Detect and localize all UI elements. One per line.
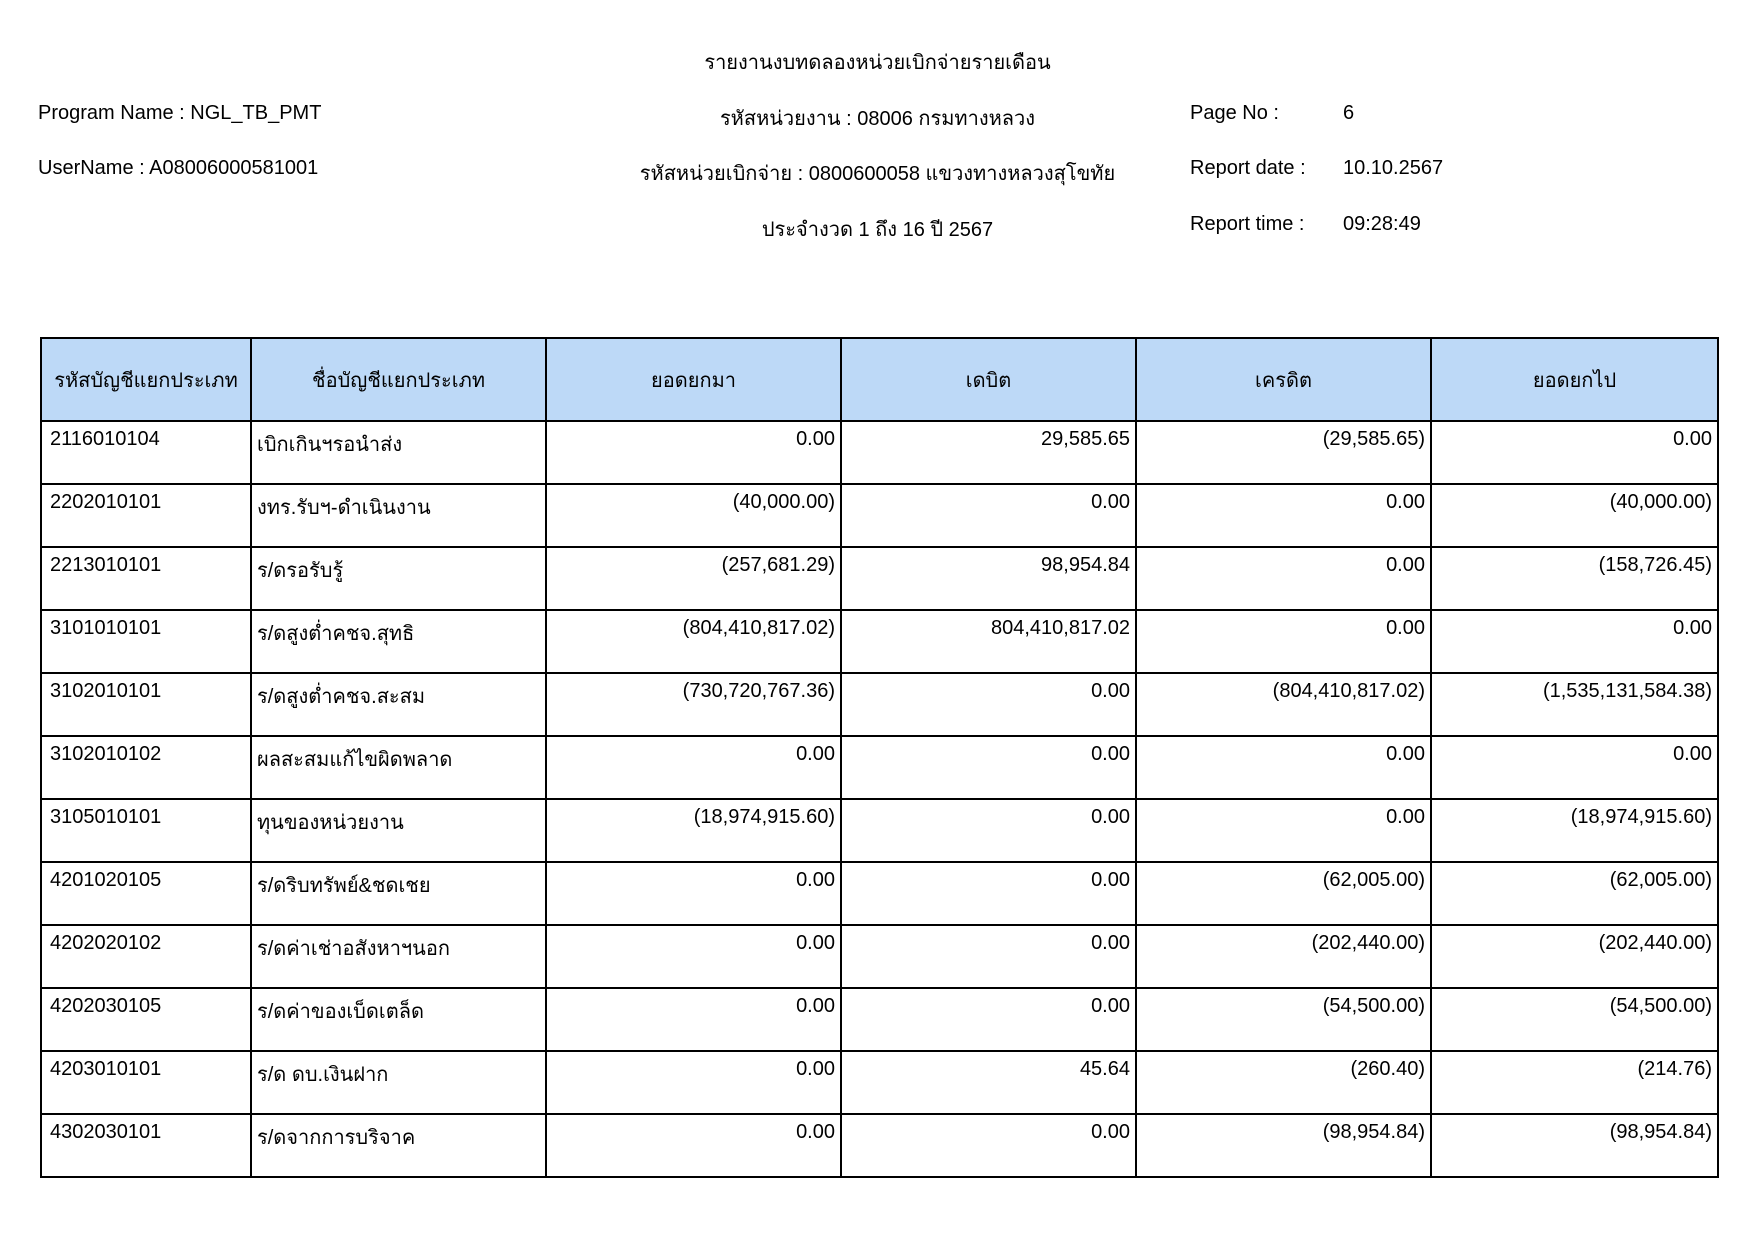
cell-account-name: ทุนของหน่วยงาน — [251, 799, 546, 862]
cell-account-code: 2116010104 — [41, 421, 251, 484]
cell-account-code: 4203010101 — [41, 1051, 251, 1114]
cell-credit: (804,410,817.02) — [1136, 673, 1431, 736]
column-header-debit: เดบิต — [841, 338, 1136, 421]
cell-balance-brought-forward: 0.00 — [546, 925, 841, 988]
table-row — [41, 673, 1718, 736]
cell-credit: (62,005.00) — [1136, 862, 1431, 925]
table-header — [41, 338, 1718, 421]
column-header-account-name: ชื่อบัญชีแยกประเภท — [251, 338, 546, 421]
table-row — [41, 484, 1718, 547]
cell-debit: 0.00 — [841, 673, 1136, 736]
table-row — [41, 610, 1718, 673]
column-header-balance-brought-forward: ยอดยกมา — [546, 338, 841, 421]
cell-credit: (29,585.65) — [1136, 421, 1431, 484]
cell-balance-carried-forward: (158,726.45) — [1431, 547, 1718, 610]
cell-balance-carried-forward: 0.00 — [1431, 421, 1718, 484]
table-row — [41, 421, 1718, 484]
cell-debit: 98,954.84 — [841, 547, 1136, 610]
cell-account-name: ร/ดริบทรัพย์&ชดเชย — [251, 862, 546, 925]
table-row — [41, 1051, 1718, 1114]
cell-account-name: ผลสะสมแก้ไขผิดพลาด — [251, 736, 546, 799]
cell-account-name: ร/ดรอรับรู้ — [251, 547, 546, 610]
cell-account-code: 3101010101 — [41, 610, 251, 673]
cell-account-name: เบิกเกินฯรอนำส่ง — [251, 421, 546, 484]
cell-balance-carried-forward: (98,954.84) — [1431, 1114, 1718, 1177]
cell-account-name: ร/ดสูงต่ำคชจ.สะสม — [251, 673, 546, 736]
disbursement-unit-line: รหัสหน่วยเบิกจ่าย : 0800600058 แขวงทางหลวงสุโขทัย — [639, 163, 1116, 185]
cell-account-code: 4202030105 — [41, 988, 251, 1051]
cell-debit: 0.00 — [841, 862, 1136, 925]
cell-balance-brought-forward: 0.00 — [546, 988, 841, 1051]
cell-account-name: งทร.รับฯ-ดำเนินงาน — [251, 484, 546, 547]
page-no-label: Page No : — [1190, 102, 1279, 124]
cell-balance-carried-forward: (214.76) — [1431, 1051, 1718, 1114]
cell-balance-brought-forward: (18,974,915.60) — [546, 799, 841, 862]
cell-account-code: 4302030101 — [41, 1114, 251, 1177]
cell-account-code: 2202010101 — [41, 484, 251, 547]
cell-debit: 45.64 — [841, 1051, 1136, 1114]
cell-credit: (54,500.00) — [1136, 988, 1431, 1051]
report-title: รายงานงบทดลองหน่วยเบิกจ่ายรายเดือน — [704, 52, 1051, 74]
cell-balance-brought-forward: (257,681.29) — [546, 547, 841, 610]
username: UserName : A08006000581001 — [38, 157, 319, 179]
cell-debit: 804,410,817.02 — [841, 610, 1136, 673]
cell-balance-carried-forward: (54,500.00) — [1431, 988, 1718, 1051]
cell-balance-brought-forward: 0.00 — [546, 1114, 841, 1177]
cell-balance-carried-forward: (40,000.00) — [1431, 484, 1718, 547]
cell-credit: (260.40) — [1136, 1051, 1431, 1114]
report-time-label: Report time : — [1190, 213, 1305, 235]
column-header-credit: เครดิต — [1136, 338, 1431, 421]
cell-balance-carried-forward: 0.00 — [1431, 610, 1718, 673]
cell-debit: 0.00 — [841, 799, 1136, 862]
cell-balance-carried-forward: (18,974,915.60) — [1431, 799, 1718, 862]
table-row — [41, 736, 1718, 799]
column-header-balance-carried-forward: ยอดยกไป — [1431, 338, 1718, 421]
cell-balance-brought-forward: (804,410,817.02) — [546, 610, 841, 673]
cell-debit: 0.00 — [841, 925, 1136, 988]
cell-balance-carried-forward: (62,005.00) — [1431, 862, 1718, 925]
cell-balance-brought-forward: (730,720,767.36) — [546, 673, 841, 736]
report-date-value: 10.10.2567 — [1343, 157, 1444, 179]
cell-account-name: ร/ดค่าของเบ็ดเตล็ด — [251, 988, 546, 1051]
table-row — [41, 547, 1718, 610]
cell-credit: 0.00 — [1136, 610, 1431, 673]
report-date-label: Report date : — [1190, 157, 1306, 179]
table-row — [41, 799, 1718, 862]
table-row — [41, 988, 1718, 1051]
trial-balance-table — [40, 337, 1719, 1178]
cell-balance-brought-forward: 0.00 — [546, 421, 841, 484]
cell-balance-brought-forward: 0.00 — [546, 736, 841, 799]
cell-balance-brought-forward: (40,000.00) — [546, 484, 841, 547]
cell-account-code: 4202020102 — [41, 925, 251, 988]
cell-credit: (98,954.84) — [1136, 1114, 1431, 1177]
cell-balance-carried-forward: 0.00 — [1431, 736, 1718, 799]
cell-debit: 0.00 — [841, 484, 1136, 547]
cell-credit: 0.00 — [1136, 736, 1431, 799]
cell-credit: 0.00 — [1136, 547, 1431, 610]
table-body — [41, 421, 1718, 1177]
cell-balance-carried-forward: (202,440.00) — [1431, 925, 1718, 988]
cell-account-name: ร/ดค่าเช่าอสังหาฯนอก — [251, 925, 546, 988]
cell-account-code: 4201020105 — [41, 862, 251, 925]
cell-debit: 29,585.65 — [841, 421, 1136, 484]
period-line: ประจำงวด 1 ถึง 16 ปี 2567 — [761, 219, 994, 241]
cell-balance-brought-forward: 0.00 — [546, 862, 841, 925]
table-header-row — [41, 338, 1718, 421]
agency-code-line: รหัสหน่วยงาน : 08006 กรมทางหลวง — [719, 108, 1036, 130]
cell-account-name: ร/ด ดบ.เงินฝาก — [251, 1051, 546, 1114]
column-header-account-code: รหัสบัญชีแยกประเภท — [41, 338, 251, 421]
cell-balance-brought-forward: 0.00 — [546, 1051, 841, 1114]
cell-debit: 0.00 — [841, 1114, 1136, 1177]
cell-account-code: 3105010101 — [41, 799, 251, 862]
page-no-value: 6 — [1343, 102, 1355, 124]
cell-debit: 0.00 — [841, 988, 1136, 1051]
cell-credit: 0.00 — [1136, 799, 1431, 862]
cell-account-code: 3102010101 — [41, 673, 251, 736]
cell-account-code: 2213010101 — [41, 547, 251, 610]
table-row — [41, 862, 1718, 925]
cell-debit: 0.00 — [841, 736, 1136, 799]
table-row — [41, 925, 1718, 988]
report-time-value: 09:28:49 — [1343, 213, 1421, 235]
program-name: Program Name : NGL_TB_PMT — [38, 102, 322, 124]
cell-balance-carried-forward: (1,535,131,584.38) — [1431, 673, 1718, 736]
cell-account-name: ร/ดสูงต่ำคชจ.สุทธิ — [251, 610, 546, 673]
cell-account-name: ร/ดจากการบริจาค — [251, 1114, 546, 1177]
cell-account-code: 3102010102 — [41, 736, 251, 799]
table-row — [41, 1114, 1718, 1177]
cell-credit: (202,440.00) — [1136, 925, 1431, 988]
cell-credit: 0.00 — [1136, 484, 1431, 547]
